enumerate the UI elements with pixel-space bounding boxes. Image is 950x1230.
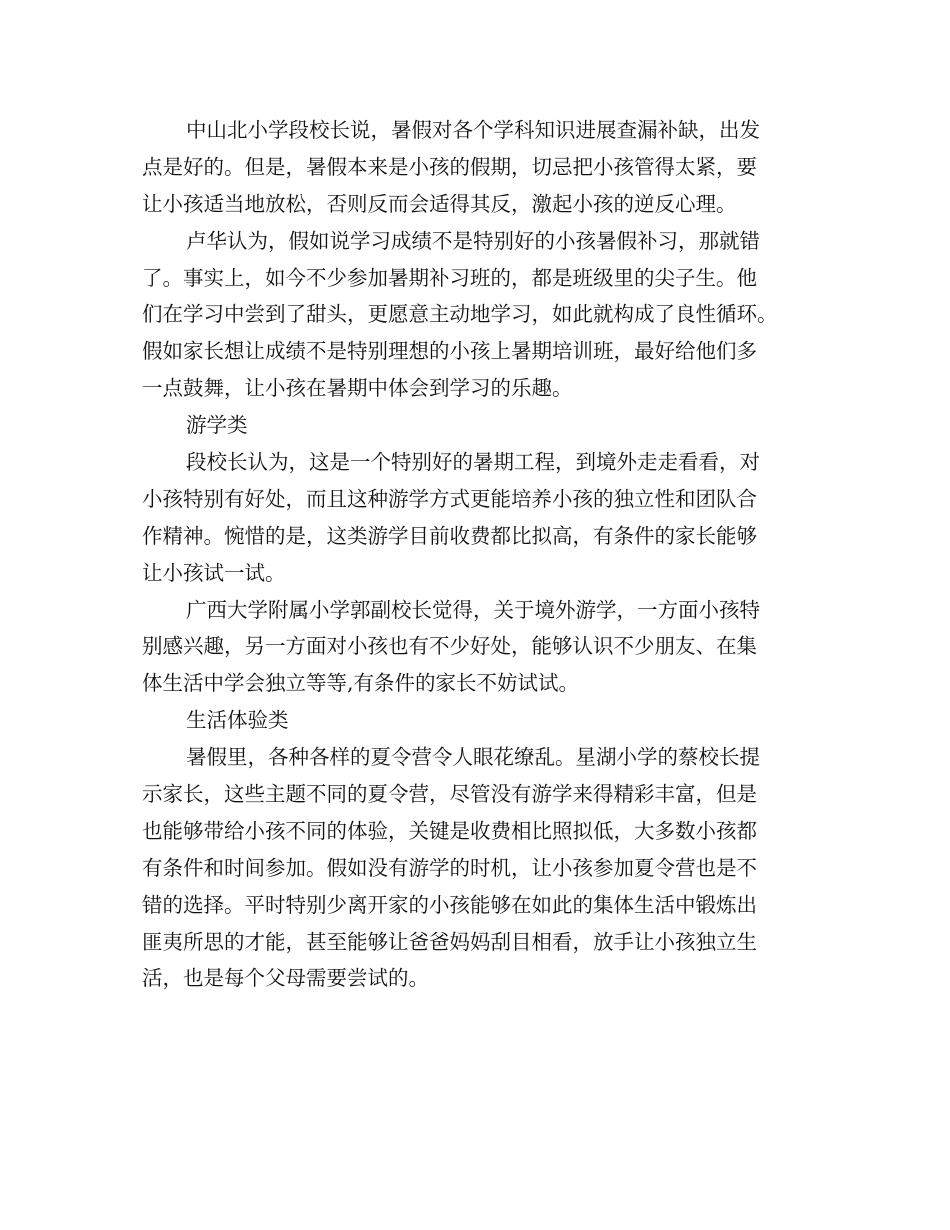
text-line: 了。事实上，如今不少参加暑期补习班的，都是班级里的尖子生。他 — [142, 265, 757, 290]
text-line: 段校长认为，这是一个特别好的暑期工程，到境外走走看看，对 — [186, 450, 760, 475]
text-line: 游学类 — [186, 413, 248, 438]
text-line: 卢华认为，假如说学习成绩不是特别好的小孩暑假补习，那就错 — [186, 228, 760, 253]
text-line: 也能够带给小孩不同的体验，关键是收费相比照拟低，大多数小孩都 — [142, 818, 757, 843]
text-line: 体生活中学会独立等等,有条件的家长不妨试试。 — [142, 671, 580, 696]
text-line: 们在学习中尝到了甜头，更愿意主动地学习，如此就构成了良性循环。 — [142, 302, 778, 327]
text-line: 匪夷所思的才能，甚至能够让爸爸妈妈刮目相看，放手让小孩独立生 — [142, 929, 757, 954]
text-line: 生活体验类 — [186, 708, 289, 733]
text-line: 中山北小学段校长说，暑假对各个学科知识进展查漏补缺，出发 — [186, 118, 760, 142]
text-line: 点是好的。但是，暑假本来是小孩的假期，切忌把小孩管得太紧，要 — [142, 154, 757, 179]
text-line: 暑假里，各种各样的夏令营令人眼花缭乱。星湖小学的蔡校长提 — [186, 745, 760, 770]
text-line: 示家长，这些主题不同的夏令营，尽管没有游学来得精彩丰富，但是 — [142, 782, 757, 807]
text-line: 让小孩适当地放松，否则反而会适得其反，激起小孩的逆反心理。 — [142, 191, 737, 216]
text-line: 一点鼓舞，让小孩在暑期中体会到学习的乐趣。 — [142, 376, 573, 401]
text-line: 让小孩试一试。 — [142, 560, 286, 585]
text-line: 活，也是每个父母需要尝试的。 — [142, 966, 429, 991]
document-body — [142, 112, 832, 997]
text-line: 广西大学附属小学郭副校长觉得，关于境外游学，一方面小孩特 — [186, 597, 760, 622]
text-line: 别感兴趣，另一方面对小孩也有不少好处，能够认识不少朋友、在集 — [142, 634, 757, 659]
text-line: 小孩特别有好处，而且这种游学方式更能培养小孩的独立性和团队合 — [142, 486, 757, 511]
text-line: 假如家长想让成绩不是特别理想的小孩上暑期培训班，最好给他们多 — [142, 339, 757, 364]
text-line: 作精神。惋惜的是，这类游学目前收费都比拟高，有条件的家长能够 — [142, 523, 757, 548]
text-line: 有条件和时间参加。假如没有游学的时机，让小孩参加夏令营也是不 — [142, 855, 757, 880]
text-line: 错的选择。平时特别少离开家的小孩能够在如此的集体生活中锻炼出 — [142, 892, 757, 917]
